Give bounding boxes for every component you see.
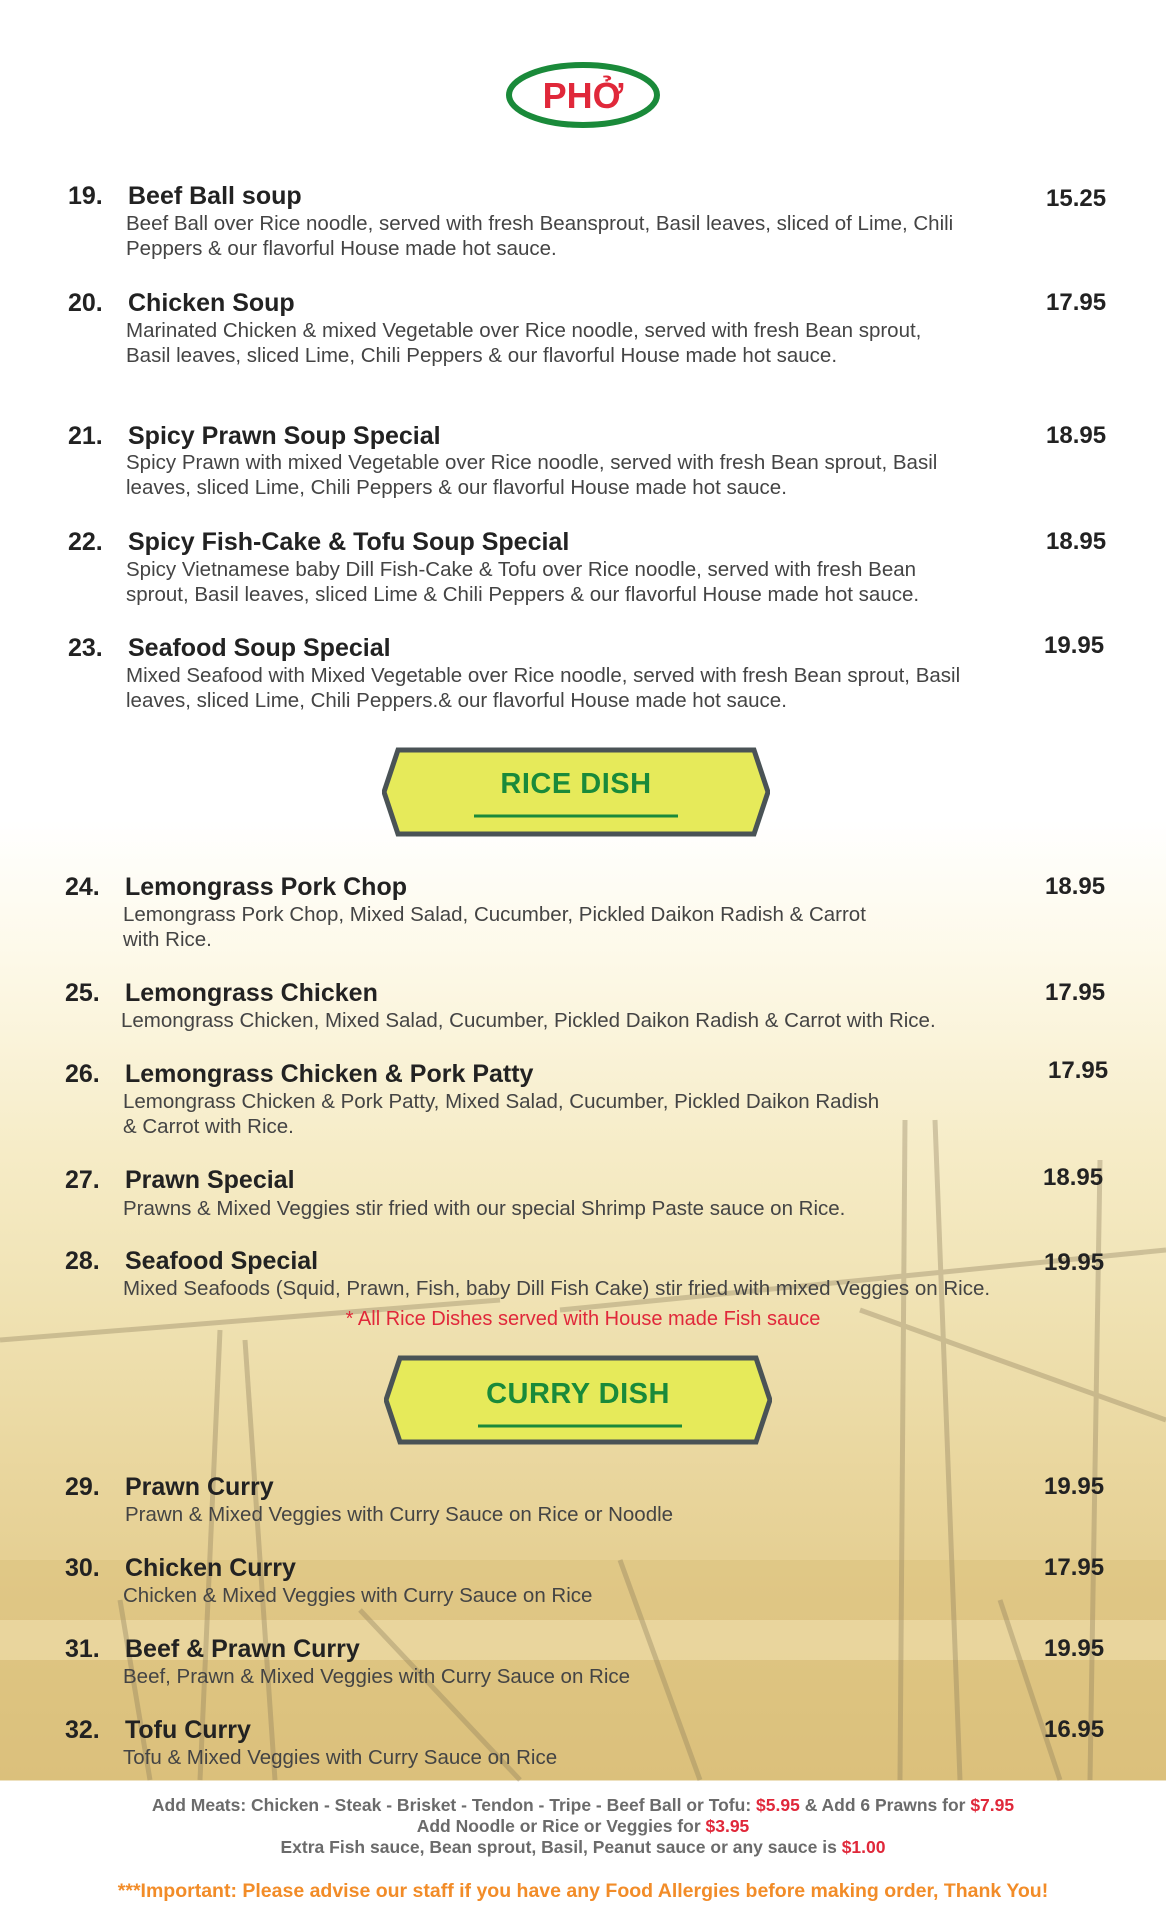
item-description-line: & Carrot with Rice. [123, 1115, 294, 1138]
item-description-line: Mixed Seafoods (Squid, Prawn, Fish, baby Dill Fish Cake) stir fried with mixed Veggies on Rice. [123, 1277, 991, 1300]
item-price: 17.95 [1044, 1554, 1105, 1581]
item-price: 17.95 [1046, 289, 1107, 316]
item-number: 25. [65, 979, 100, 1007]
item-title: Chicken Curry [125, 1554, 296, 1582]
item-price: 18.95 [1043, 1164, 1104, 1191]
item-number: 19. [68, 182, 103, 210]
item-title: Spicy Prawn Soup Special [128, 422, 441, 450]
item-description-line: Chicken & Mixed Veggies with Curry Sauce on Rice [123, 1584, 593, 1607]
item-number: 32. [65, 1716, 100, 1744]
item-description-line: with Rice. [123, 928, 212, 951]
section-title: RICE DISH [500, 768, 652, 800]
item-description-line: Basil leaves, sliced Lime, Chili Peppers & our flavorful House made hot sauce. [126, 344, 838, 367]
item-description-line: Beef Ball over Rice noodle, served with fresh Beansprout, Basil leaves, sliced of Lime, Chili [126, 212, 954, 235]
item-title: Lemongrass Chicken & Pork Patty [125, 1060, 534, 1088]
item-number: 31. [65, 1635, 100, 1663]
item-price: 17.95 [1045, 979, 1106, 1006]
item-description-line: Tofu & Mixed Veggies with Curry Sauce on Rice [123, 1746, 558, 1769]
item-price: 15.25 [1046, 185, 1107, 212]
addon-meats-price: $5.95 [756, 1795, 800, 1815]
item-price: 19.95 [1044, 1249, 1105, 1276]
item-price: 19.95 [1044, 632, 1105, 659]
item-number: 24. [65, 873, 100, 901]
item-title: Tofu Curry [125, 1716, 251, 1744]
item-description-line: Mixed Seafood with Mixed Vegetable over Rice noodle, served with fresh Bean sprout, Basil [126, 664, 961, 687]
addon-meats-text: Add Meats: Chicken - Steak - Brisket - Tendon - Tripe - Beef Ball or Tofu: [151, 1795, 757, 1815]
section-banner-rice [382, 746, 770, 838]
addon-noodle-line [0, 1816, 1166, 1837]
item-description-line: Spicy Vietnamese baby Dill Fish-Cake & Tofu over Rice noodle, served with fresh Bean [126, 558, 917, 581]
addon-meats-line [0, 1795, 1166, 1816]
logo-text: PHỞ [542, 75, 624, 116]
item-number: 30. [65, 1554, 100, 1582]
addon-sauce-text: Extra Fish sauce, Bean sprout, Basil, Peanut sauce or any sauce is [280, 1837, 842, 1857]
item-description-line: leaves, sliced Lime, Chili Peppers.& our flavorful House made hot sauce. [126, 689, 787, 712]
allergy-notice: ***Important: Please advise our staff if you have any Food Allergies before making order, Thank You! [117, 1880, 1049, 1902]
item-title: Seafood Soup Special [128, 634, 391, 662]
item-number: 20. [68, 289, 103, 317]
addon-prawns-price: $7.95 [970, 1795, 1015, 1815]
item-number: 21. [68, 422, 103, 450]
item-description-line: Marinated Chicken & mixed Vegetable over Rice noodle, served with fresh Bean sprout, [126, 319, 922, 342]
item-title: Beef Ball soup [128, 182, 302, 210]
item-title: Seafood Special [125, 1247, 319, 1275]
item-number: 27. [65, 1166, 100, 1194]
addon-sauce-price: $1.00 [841, 1837, 886, 1857]
item-description-line: Lemongrass Chicken, Mixed Salad, Cucumber, Pickled Daikon Radish & Carrot with Rice. [121, 1009, 936, 1032]
item-description-line: Spicy Prawn with mixed Vegetable over Rice noodle, served with fresh Bean sprout, Basil [126, 451, 938, 474]
item-price: 19.95 [1044, 1635, 1105, 1662]
addon-prawns-text: & Add 6 Prawns for [799, 1795, 971, 1815]
section-banner-curry [384, 1354, 772, 1446]
footer-addons [0, 1783, 1166, 1920]
addon-sauce-line [0, 1837, 1166, 1858]
item-title: Beef & Prawn Curry [125, 1635, 360, 1663]
item-title: Lemongrass Pork Chop [125, 873, 407, 901]
item-price: 18.95 [1046, 528, 1107, 555]
item-title: Chicken Soup [128, 289, 295, 317]
item-description-line: Lemongrass Chicken & Pork Patty, Mixed Salad, Cucumber, Pickled Daikon Radish [123, 1090, 880, 1113]
item-title: Prawn Special [125, 1166, 295, 1194]
item-description-line: leaves, sliced Lime, Chili Peppers & our flavorful House made hot sauce. [126, 476, 787, 499]
addon-noodle-text: Add Noodle or Rice or Veggies for [416, 1816, 706, 1836]
item-price: 16.95 [1044, 1716, 1105, 1743]
item-number: 28. [65, 1247, 100, 1275]
item-title: Lemongrass Chicken [125, 979, 378, 1007]
item-price: 18.95 [1046, 422, 1107, 449]
item-number: 23. [68, 634, 103, 662]
item-description-line: Prawns & Mixed Veggies stir fried with our special Shrimp Paste sauce on Rice. [123, 1197, 846, 1220]
item-price: 19.95 [1044, 1473, 1105, 1500]
rice-note: * All Rice Dishes served with House made Fish sauce [345, 1308, 821, 1330]
item-price: 18.95 [1045, 873, 1106, 900]
section-title: CURRY DISH [486, 1378, 670, 1410]
item-number: 26. [65, 1060, 100, 1088]
pho-logo [506, 62, 660, 128]
item-title: Spicy Fish-Cake & Tofu Soup Special [128, 528, 570, 556]
item-description-line: Lemongrass Pork Chop, Mixed Salad, Cucumber, Pickled Daikon Radish & Carrot [123, 903, 866, 926]
addon-noodle-price: $3.95 [705, 1816, 750, 1836]
item-description-line: Beef, Prawn & Mixed Veggies with Curry Sauce on Rice [123, 1665, 631, 1688]
item-description-line: Prawn & Mixed Veggies with Curry Sauce on Rice or Noodle [125, 1503, 674, 1526]
item-price: 17.95 [1048, 1057, 1109, 1084]
item-description-line: sprout, Basil leaves, sliced Lime & Chili Peppers & our flavorful House made hot sauce. [126, 583, 920, 606]
item-description-line: Peppers & our flavorful House made hot sauce. [126, 237, 557, 260]
item-title: Prawn Curry [125, 1473, 274, 1501]
item-number: 29. [65, 1473, 100, 1501]
item-number: 22. [68, 528, 103, 556]
